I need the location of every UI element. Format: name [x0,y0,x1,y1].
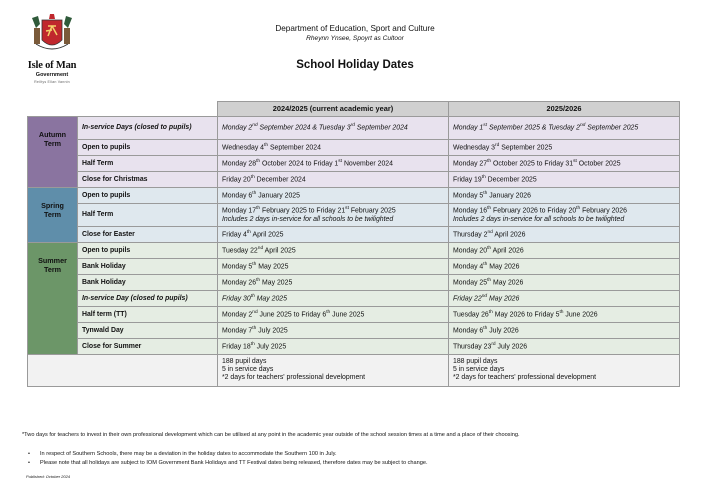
term-spring: Spring Term [28,188,78,243]
date-cell: Thursday 23rd July 2026 [449,339,680,355]
corner-cell [28,102,78,117]
event-label: Close for Easter [78,227,218,243]
footnote: *Two days for teachers to invest in their own professional development which can be utilised at any point in the academic year outside of the school session times at a time and a place of their choosing. [22,432,520,438]
term-autumn: Autumn Term [28,117,78,188]
date-cell: Monday 28th October 2024 to Friday 1st November 2024 [218,156,449,172]
date-cell: Monday 1st September 2025 & Tuesday 2nd September 2025 [449,117,680,140]
note-item: • In respect of Southern Schools, there may be a deviation in the holiday dates to accommodate the Southern 100 in July. [28,450,428,459]
date-cell: Monday 27th October 2025 to Friday 31st October 2025 [449,156,680,172]
date-cell: Tuesday 26th May 2026 to Friday 5th June 2026 [449,307,680,323]
event-label: Open to pupils [78,140,218,156]
column-header-year-2: 2025/2026 [449,102,680,117]
date-cell: Monday 17th February 2025 to Friday 21st February 2025 Includes 2 days in-service for all schools to be twilighted [218,204,449,227]
date-cell: Monday 5th May 2025 [218,259,449,275]
summary-line: *2 days for teachers' professional development [453,373,597,381]
date-cell: Monday 2nd June 2025 to Friday 6th June 2025 [218,307,449,323]
department-name-manx: Rheynn Ynsee, Spoyrt as Cultoor [306,35,404,42]
event-label: Open to pupils [78,243,218,259]
date-note: Includes 2 days in-service for all schools to be twilighted [453,215,625,223]
event-label: In-service Days (closed to pupils) [78,117,218,140]
logo-wordmark: Isle of Man [27,60,77,71]
event-label: Open to pupils [78,188,218,204]
event-label: Half Term [78,204,218,227]
date-cell: Monday 20th April 2026 [449,243,680,259]
summary-cell-year-2 [449,355,680,387]
date-cell: Friday 19th December 2025 [449,172,680,188]
event-label: In-service Day (closed to pupils) [78,291,218,307]
summary-label-cell [28,355,218,387]
date-cell: Monday 4th May 2026 [449,259,680,275]
page-title: School Holiday Dates [296,59,414,71]
date-cell: Wednesday 3rd September 2025 [449,140,680,156]
date-cell: Friday 22nd May 2026 [449,291,680,307]
date-cell: Wednesday 4th September 2024 [218,140,449,156]
date-cell: Monday 26th May 2025 [218,275,449,291]
date-cell: Monday 6th July 2026 [449,323,680,339]
event-label: Half Term [78,156,218,172]
summary-line: 188 pupil days [222,358,267,365]
event-label: Tynwald Day [78,323,218,339]
summary-line: 188 pupil days [453,358,498,365]
summary-line: *2 days for teachers' professional development [222,373,366,381]
date-cell: Tuesday 22nd April 2025 [218,243,449,259]
event-label: Half term (TT) [78,307,218,323]
term-summer: Summer Term [28,243,78,355]
date-cell: Monday 16th February 2026 to Friday 20th February 2026 Includes 2 days in-service for all schools to be twilighted [449,204,680,227]
note-item: • Please note that all holidays are subject to IOM Government Bank Holidays and TT Festival dates being released, therefore dates may be subject to change. [28,459,428,468]
isle-of-man-crest-icon [26,14,78,56]
published-date: Published: October 2024 [26,474,71,479]
date-cell: Monday 7th July 2025 [218,323,449,339]
summary-line: 5 in service days [222,365,274,373]
summary-cell-year-1 [218,355,449,387]
summary-line: 5 in service days [453,365,505,373]
logo-tagline: Reiltys Ellan Vannin [34,80,70,84]
date-cell: Friday 30th May 2025 [218,291,449,307]
date-cell: Friday 18th July 2025 [218,339,449,355]
date-cell: Monday 5th January 2026 [449,188,680,204]
date-note: Includes 2 days in-service for all schools to be twilighted [222,215,394,223]
department-name: Department of Education, Sport and Culture [275,24,435,33]
date-cell: Friday 4th April 2025 [218,227,449,243]
event-label: Bank Holiday [78,259,218,275]
event-label: Close for Christmas [78,172,218,188]
date-cell: Friday 20th December 2024 [218,172,449,188]
notes-list [28,450,428,468]
date-cell: Monday 25th May 2026 [449,275,680,291]
event-label: Bank Holiday [78,275,218,291]
event-label: Close for Summer [78,339,218,355]
date-cell: Monday 6th January 2025 [218,188,449,204]
corner-cell [78,102,218,117]
date-cell: Thursday 2nd April 2026 [449,227,680,243]
column-header-year-1: 2024/2025 (current academic year) [218,102,449,117]
date-cell: Monday 2nd September 2024 & Tuesday 3rd September 2024 [218,117,449,140]
holiday-table [27,101,680,387]
logo-subtitle: Government [35,72,69,78]
